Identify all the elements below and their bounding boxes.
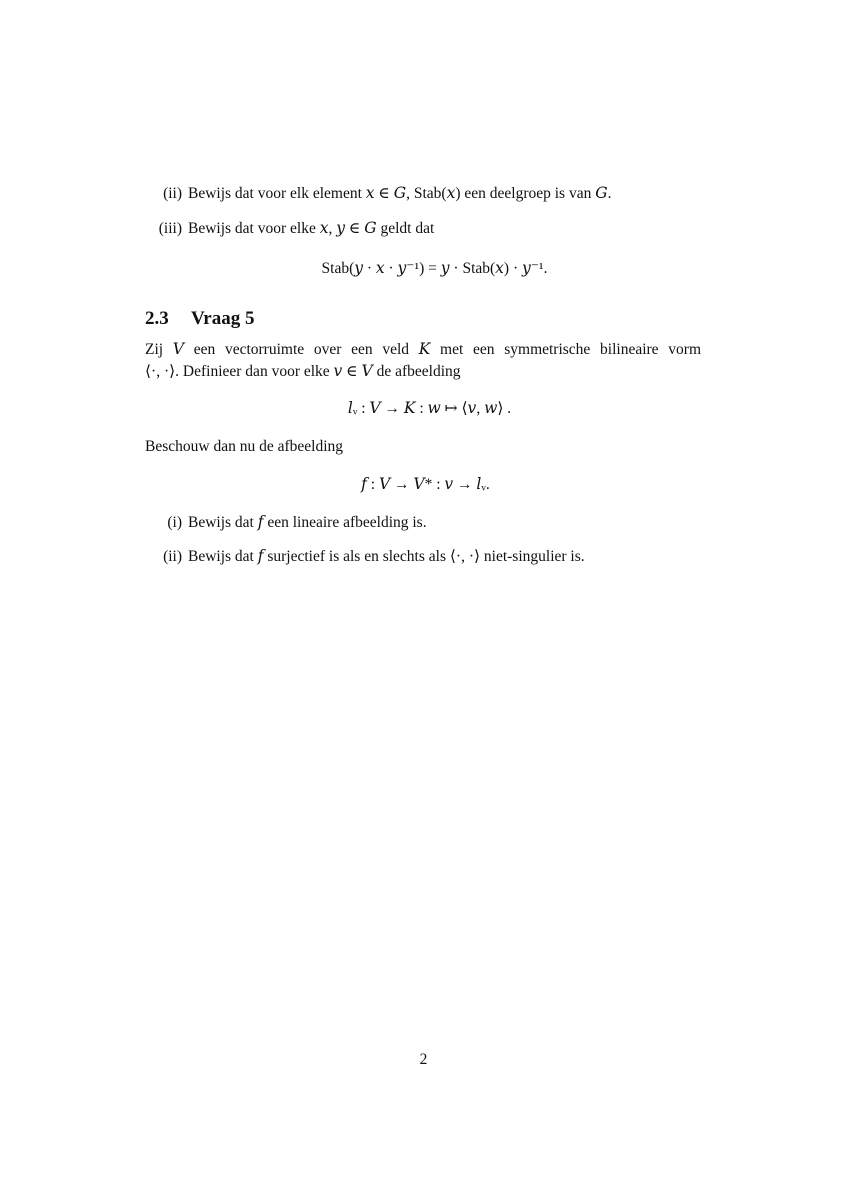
formula-lv: 𝑙ᵥ : 𝑉 → 𝐾 : 𝑤 ↦ ⟨𝑣, 𝑤⟩ . — [347, 400, 512, 417]
consider-text: Beschouw dan nu de afbeelding — [145, 438, 343, 455]
intro-line-1: Zij 𝑉 een vectorruimte over een veld 𝐾 met een symmetrische bilineaire vorm — [145, 341, 701, 358]
item-label: (ii) — [163, 548, 182, 565]
item-text: Bewijs dat voor elk element 𝑥 ∈ 𝐺, Stab(𝑥) een deelgroep is van 𝐺. — [188, 185, 612, 202]
formula-f: 𝑓 : 𝑉 → 𝑉* : 𝑣 → 𝑙ᵥ. — [361, 476, 490, 493]
item-text: Bewijs dat 𝑓 surjectief is als en slechts als ⟨·, ·⟩ niet-singulier is. — [188, 548, 585, 565]
item-text: Bewijs dat 𝑓 een lineaire afbeelding is. — [188, 514, 427, 531]
item-text: Bewijs dat voor elke 𝑥, 𝑦 ∈ 𝐺 geldt dat — [188, 220, 435, 237]
formula-stab: Stab(𝑦 · 𝑥 · 𝑦⁻¹) = 𝑦 · Stab(𝑥) · 𝑦⁻¹. — [321, 260, 548, 277]
item-label: (i) — [167, 514, 182, 531]
section-title: Vraag 5 — [191, 308, 255, 329]
intro-line-2: ⟨·, ·⟩. Definieer dan voor elke 𝑣 ∈ 𝑉 de afbeelding — [145, 363, 461, 380]
page-number: 2 — [419, 1051, 428, 1068]
item-label: (iii) — [158, 220, 182, 237]
section-heading — [145, 307, 255, 331]
item-label: (ii) — [163, 185, 182, 202]
section-number: 2.3 — [145, 308, 169, 329]
